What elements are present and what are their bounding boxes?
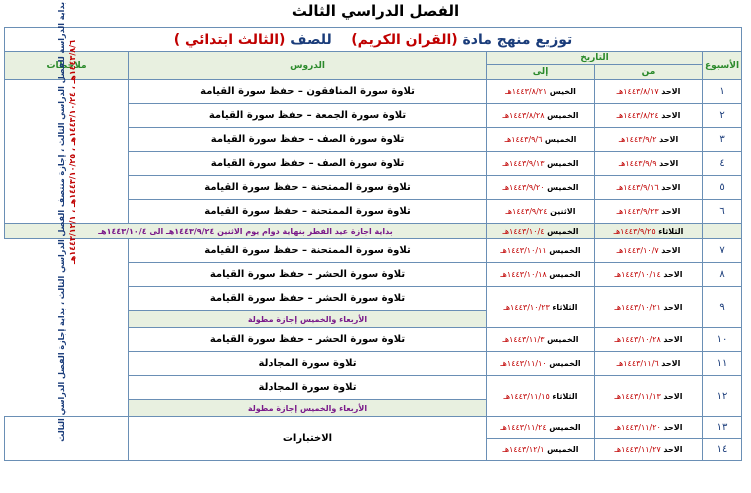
- from-header: من: [595, 65, 703, 80]
- from-date: الاحد ١٤٤٣/١١/٢٠هـ: [595, 417, 703, 439]
- table-row: [5, 263, 742, 287]
- lesson-title: تلاوة سورة المجادلة: [129, 352, 487, 376]
- lesson-title: تلاوة سورة الصف – حفظ سورة القيامة: [129, 128, 487, 152]
- exams-lesson: الاختبارات: [129, 417, 487, 461]
- to-date: الخميس ١٤٤٣/٩/٢٠هـ: [487, 176, 595, 200]
- from-date: الاحد ١٤٤٣/٩/٢٣هـ: [595, 200, 703, 224]
- to-date: الثلاثاء ١٤٤٣/١٠/٢٣هـ: [487, 287, 595, 328]
- lesson-title: تلاوة سورة الصف – حفظ سورة القيامة: [129, 152, 487, 176]
- from-date: الاحد ١٤٤٣/٨/١٧هـ: [595, 80, 703, 104]
- notes-line-events: بداية الدراسة للفصل الدراسي الثالث ، إجازة منتصف الفصل الدراسي الثالث ، بداية إجازة الفصل الدراسي الثالث: [56, 1, 66, 442]
- week-number: ٧: [703, 239, 742, 263]
- week-number: ٣: [703, 128, 742, 152]
- to-date: الخميس ١٤٤٣/١١/٢٤هـ: [487, 417, 595, 439]
- table-row: [5, 239, 742, 263]
- week-number: ٢: [703, 104, 742, 128]
- week-number: ١٤: [703, 439, 742, 461]
- lesson-title: تلاوة سورة الحشر – حفظ سورة القيامة: [129, 328, 487, 352]
- from-date: الاحد ١٤٤٣/١٠/٧هـ: [595, 239, 703, 263]
- eid-to: الخميس ١٤٤٣/١٠/٤هـ: [487, 224, 595, 239]
- from-date: الاحد ١٤٤٣/١٠/٢١هـ: [595, 287, 703, 328]
- to-date: الخميس ١٤٤٣/٨/٢٨هـ: [487, 104, 595, 128]
- banner-prefix: توزيع منهج مادة: [462, 31, 573, 48]
- from-date: الاحد ١٤٤٣/١٠/٢٨هـ: [595, 328, 703, 352]
- banner-subject: (القران الكريم): [351, 31, 458, 48]
- week-number: ٨: [703, 263, 742, 287]
- week-number: ١١: [703, 352, 742, 376]
- week-number: ١: [703, 80, 742, 104]
- lesson-title: تلاوة سورة الممتحنة – حفظ سورة القيامة: [129, 176, 487, 200]
- lesson-title: تلاوة سورة المنافقون – حفظ سورة القيامة: [129, 80, 487, 104]
- eid-holiday-row: [5, 224, 742, 239]
- table-row: [5, 352, 742, 376]
- lesson-title: تلاوة سورة الممتحنة – حفظ سورة القيامة: [129, 239, 487, 263]
- banner-class-prefix: للصف: [290, 31, 332, 48]
- lesson-title: تلاوة سورة الممتحنة – حفظ سورة القيامة: [129, 200, 487, 224]
- from-date: الاحد ١٤٤٣/١٠/١٤هـ: [595, 263, 703, 287]
- to-date: الاثنين ١٤٤٣/٩/٢٤هـ: [487, 200, 595, 224]
- week-number: ٩: [703, 287, 742, 328]
- to-date: الخيس ١٤٤٣/٨/٢١هـ: [487, 80, 595, 104]
- lesson-title: تلاوة سورة المجادلة: [129, 376, 487, 400]
- to-date: الخميس ١٤٤٣/٩/٦هـ: [487, 128, 595, 152]
- date-header: التاريخ: [487, 52, 703, 65]
- to-date: الثلاثاء ١٤٤٣/١١/١٥هـ: [487, 376, 595, 417]
- to-date: الخميس ١٤٤٣/١٠/١٨هـ: [487, 263, 595, 287]
- holiday-note: الأربعاء والخميس إجازة مطولة: [129, 311, 487, 328]
- week-number: ١٠: [703, 328, 742, 352]
- week-number: ٤: [703, 152, 742, 176]
- from-date: الاحد ١٤٤٣/٨/٢٤هـ: [595, 104, 703, 128]
- from-date: الاحد ١٤٤٣/١١/٦هـ: [595, 352, 703, 376]
- week-number: ١٢: [703, 376, 742, 417]
- week-header: الأسبوع: [703, 52, 742, 80]
- to-header: إلى: [487, 65, 595, 80]
- eid-from: الثلاثاء ١٤٤٣/٩/٢٥هـ: [595, 224, 703, 239]
- banner-class-name: (الثالث ابتدائي ): [173, 31, 286, 48]
- week-number: ٦: [703, 200, 742, 224]
- table-banner: [5, 28, 742, 52]
- eid-holiday-text: بداية اجازة عيد الفطر بنهاية دوام يوم الاثنين ١٤٤٣/٩/٢٤هـ الى ١٤٤٣/١٠/٤هـ: [5, 224, 487, 239]
- from-date: الاحد ١٤٤٣/٩/٩هـ: [595, 152, 703, 176]
- to-date: الخميس ١٤٤٣/١٠/١١هـ: [487, 239, 595, 263]
- to-date: الخميس ١٤٤٣/٩/١٣هـ: [487, 152, 595, 176]
- week-number: ٥: [703, 176, 742, 200]
- table-row: [5, 80, 742, 104]
- to-date: الخميس ١٤٤٣/١١/١٠هـ: [487, 352, 595, 376]
- from-date: الاحد ١٤٤٣/٩/١٦هـ: [595, 176, 703, 200]
- from-date: الاحد ١٤٤٣/٩/٢هـ: [595, 128, 703, 152]
- notes-header: ملاحظات: [5, 52, 129, 80]
- curriculum-table: [4, 1, 742, 461]
- from-date: الاحد ١٤٤٣/١١/٢٧هـ: [595, 439, 703, 461]
- lessons-header: الدروس: [129, 52, 487, 80]
- lesson-title: تلاوة سورة الحشر – حفظ سورة القيامة: [129, 263, 487, 287]
- week-number: ١٣: [703, 417, 742, 439]
- page-title: الفصل الدراسي الثالث: [291, 2, 460, 20]
- lesson-title: تلاوة سورة الجمعة – حفظ سورة القيامة: [129, 104, 487, 128]
- to-date: الخميس ١٤٤٣/١٢/١هـ: [487, 439, 595, 461]
- eid-week-cell: [703, 224, 742, 239]
- notes-line-dates: ١٤٤٣/٨/٦هـ ، ١٤٤٣/١٠/٢٤هـ ، ١٤٤٣/١٠/٢٥هـ ، ١٤٤٣/١٢/١هـ: [67, 39, 77, 264]
- table-row: [5, 328, 742, 352]
- holiday-note: الأربعاء والخميس إجازة مطولة: [129, 400, 487, 417]
- to-date: الخميس ١٤٤٣/١١/٣هـ: [487, 328, 595, 352]
- lesson-title: تلاوة سورة الحشر – حفظ سورة القيامة: [129, 287, 487, 311]
- from-date: الاحد ١٤٤٣/١١/١٣هـ: [595, 376, 703, 417]
